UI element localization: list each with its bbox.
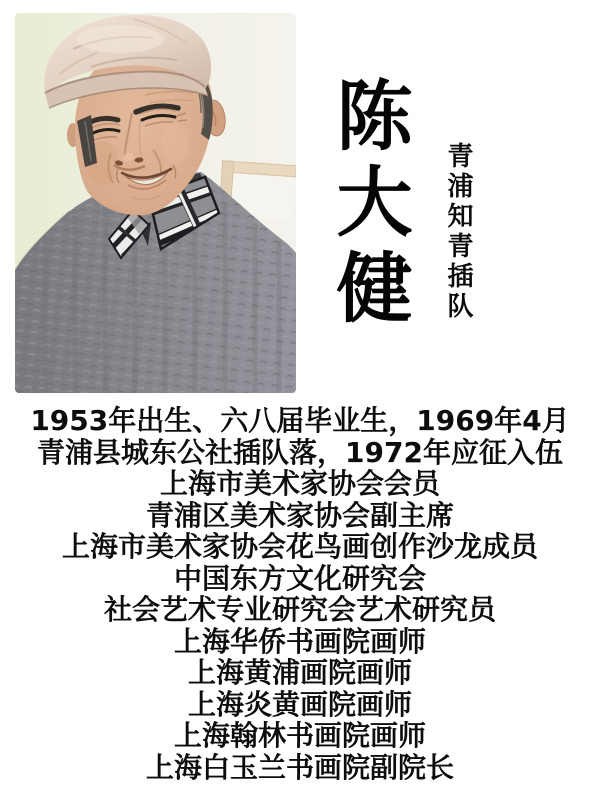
bio-line: 上海华侨书画院画师 [173, 624, 426, 658]
bio-line: 上海白玉兰书画院副院长 [145, 750, 454, 784]
bio-line: 社会艺术专业研究会艺术研究员 [103, 593, 496, 626]
bio-line: 上海炎黄画院画师 [187, 687, 412, 721]
artist-name: 陈大健 [324, 76, 413, 334]
bio-line: 上海翰林书画院画师 [173, 719, 426, 752]
bio-line: 上海市美术家协会花鸟画创作沙龙成员 [61, 530, 538, 563]
bio-line: 青浦区美术家协会副主席 [145, 498, 454, 532]
bio-line: 上海黄浦画院画师 [187, 656, 412, 689]
bio-line: 上海市美术家协会会员 [159, 467, 440, 500]
bio-line: 1953年出生、六八届毕业生，1969年4月 [30, 404, 570, 437]
portrait-photo [15, 13, 296, 393]
portrait-illustration [15, 13, 296, 393]
biography [0, 405, 600, 783]
bio-line: 中国东方文化研究会 [173, 561, 426, 595]
bio-line: 青浦县城东公社插队落，1972年应征入伍 [37, 435, 563, 469]
artist-subtitle: 青浦知青插队 [443, 142, 473, 322]
